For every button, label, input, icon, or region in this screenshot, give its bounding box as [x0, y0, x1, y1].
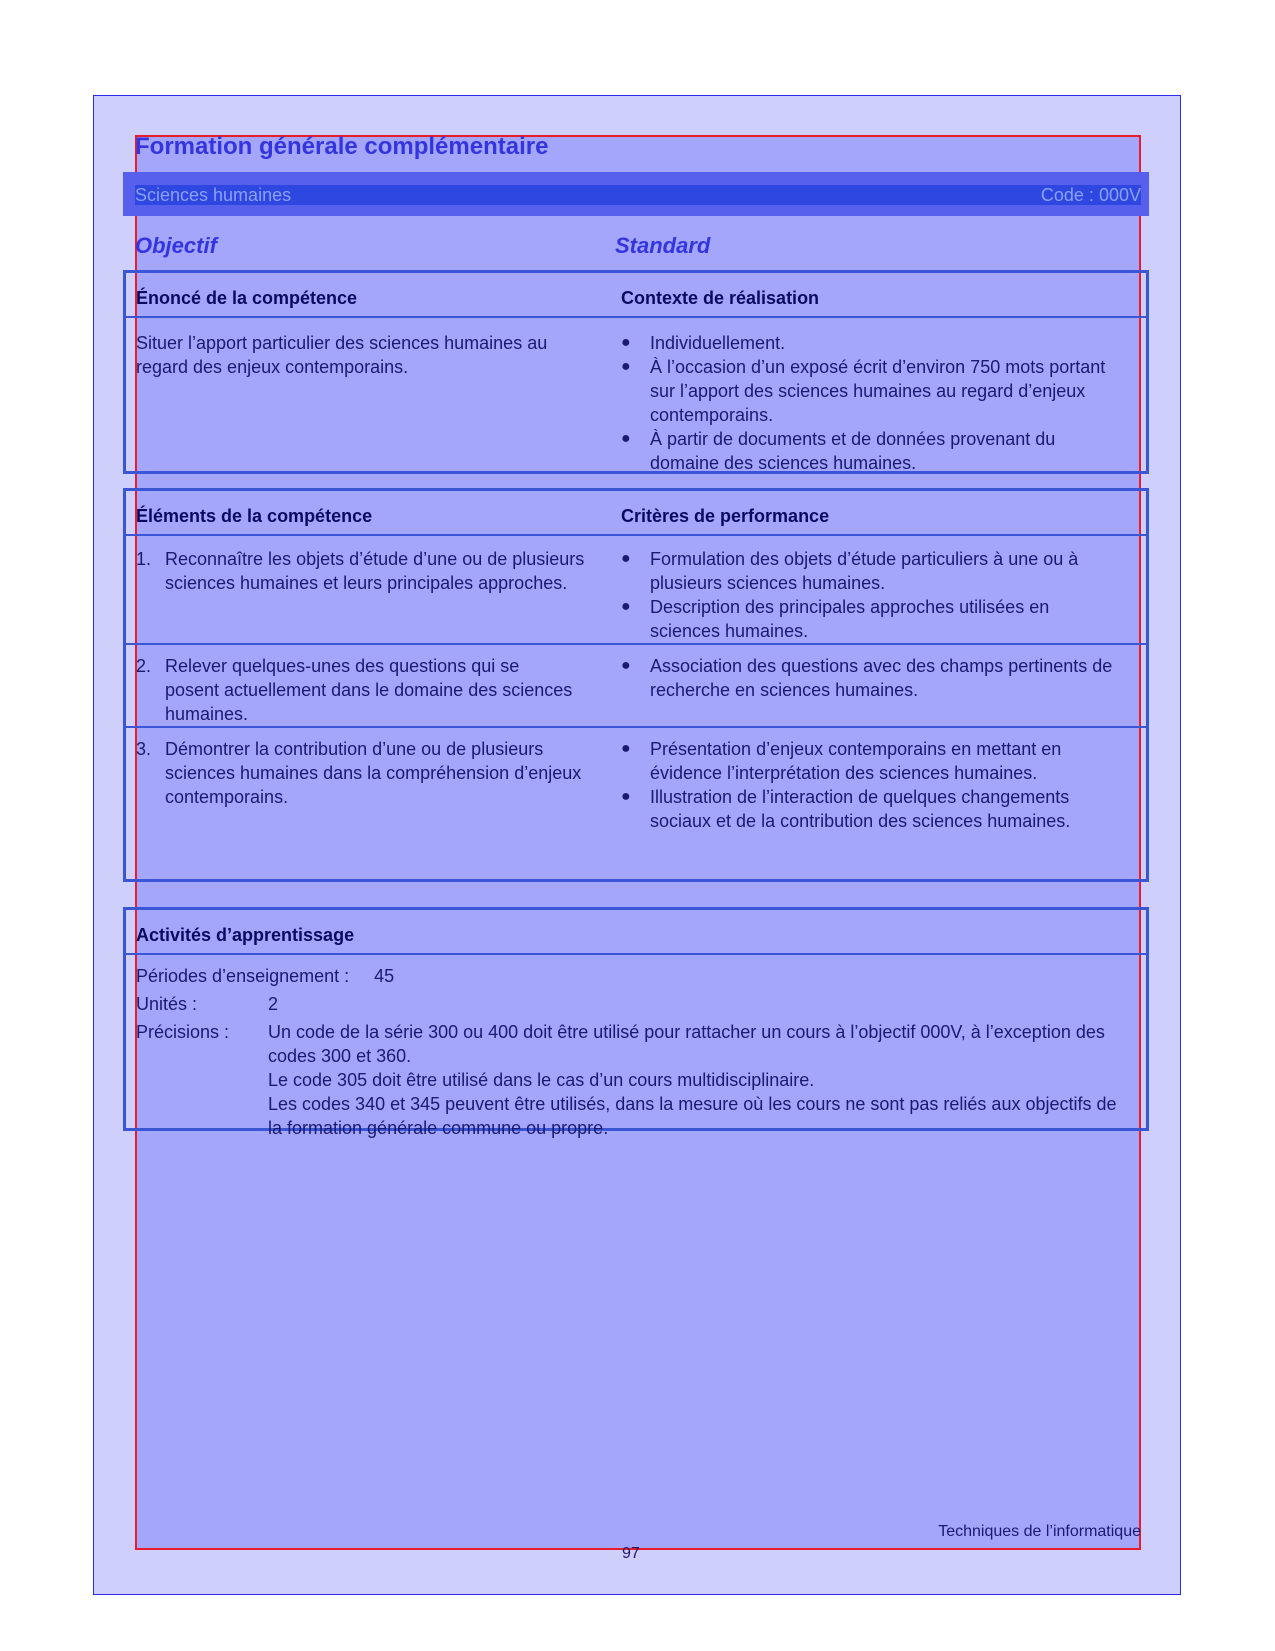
activities-table	[123, 907, 1149, 1138]
competence-row	[126, 318, 1146, 473]
periods-value: 45	[374, 966, 395, 986]
code-label: Code :	[1040, 185, 1094, 205]
elements-left-header: Éléments de la compétence	[136, 506, 373, 526]
elements-table	[123, 488, 1149, 882]
program-band-text	[135, 185, 1141, 205]
element-item: 1. Reconnaître les objets d’étude d’une ou de plusieurs sciences humaines et leurs principales approches.	[136, 549, 585, 593]
periods-label: Périodes d’enseignement :	[136, 966, 350, 986]
elements-header	[126, 491, 1146, 536]
code-value: 000V	[1098, 185, 1141, 205]
table-row	[126, 536, 1146, 645]
activities-header-label: Activités d’apprentissage	[136, 925, 355, 945]
element-item: 2. Relever quelques-unes des questions qui se posent actuellement dans le domaine des sciences humaines.	[136, 656, 573, 724]
list-item: ● À l’occasion d’un exposé écrit d’environ 750 mots portant sur l’apport des sciences humaines au regard d’enjeux contemporains.	[621, 357, 1106, 425]
elements-right-header: Critères de performance	[621, 506, 830, 526]
table-row	[126, 728, 1146, 880]
list-item: ● Illustration de l’interaction de quelques changements sociaux et de la contribution des sciences humaines.	[621, 787, 1071, 831]
list-item: ● Association des questions avec des champs pertinents de recherche en sciences humaines.	[621, 656, 1113, 700]
competence-left-header: Énoncé de la compétence	[136, 288, 358, 308]
list-item: ● Présentation d’enjeux contemporains en mettant en évidence l’interprétation des sciences humaines.	[621, 739, 1062, 783]
activities-header	[126, 910, 1146, 955]
program-code	[1041, 185, 1141, 205]
list-item: ● À partir de documents et de données provenant du domaine des sciences humaines.	[621, 429, 1056, 473]
precisions-line	[136, 1020, 1141, 1140]
objectif-heading: Objectif	[135, 233, 217, 258]
competence-statement: Situer l’apport particulier des sciences humaines au regard des enjeux contemporains.	[136, 333, 548, 377]
page-number: 97	[622, 1545, 640, 1562]
units-value: 2	[268, 994, 279, 1014]
context-list	[621, 331, 1121, 475]
criteria-list	[621, 547, 1121, 643]
criteria-list	[621, 654, 1121, 702]
competence-table	[123, 270, 1149, 474]
list-item: ● Formulation des objets d’étude particuliers à une ou à plusieurs sciences humaines.	[621, 549, 1079, 593]
units-label: Unités :	[136, 994, 198, 1014]
precisions-text	[268, 1020, 1133, 1140]
list-item: ● Individuellement.	[621, 333, 786, 353]
page-title: Formation générale complémentaire	[135, 133, 549, 160]
section-headings	[135, 233, 1141, 261]
criteria-list	[621, 737, 1121, 833]
element-item: 3. Démontrer la contribution d’une ou de plusieurs sciences humaines dans la compréhension d’enjeux contemporains.	[136, 739, 582, 807]
precision-item: Un code de la série 300 ou 400 doit être utilisé pour rattacher un cours à l’objectif 000V, à l’exception des codes 300 et 360.	[268, 1022, 1105, 1066]
table-row	[126, 645, 1146, 728]
list-item: ● Description des principales approches utilisées en sciences humaines.	[621, 597, 1050, 641]
program-name: Sciences humaines	[135, 185, 292, 205]
precision-item: Les codes 340 et 345 peuvent être utilisés, dans la mesure où les cours ne sont pas reliés aux objectifs de la formation générale commune ou propre.	[268, 1094, 1117, 1138]
precisions-label: Précisions :	[136, 1022, 230, 1042]
units-line	[136, 992, 278, 1016]
competence-right-header: Contexte de réalisation	[621, 288, 820, 308]
standard-heading: Standard	[615, 233, 711, 258]
footer-program: Techniques de l’informatique	[938, 1523, 1141, 1540]
competence-header	[126, 273, 1146, 318]
periods-line	[136, 964, 394, 988]
precision-item: Le code 305 doit être utilisé dans le cas d’un cours multidisciplinaire.	[268, 1070, 815, 1090]
